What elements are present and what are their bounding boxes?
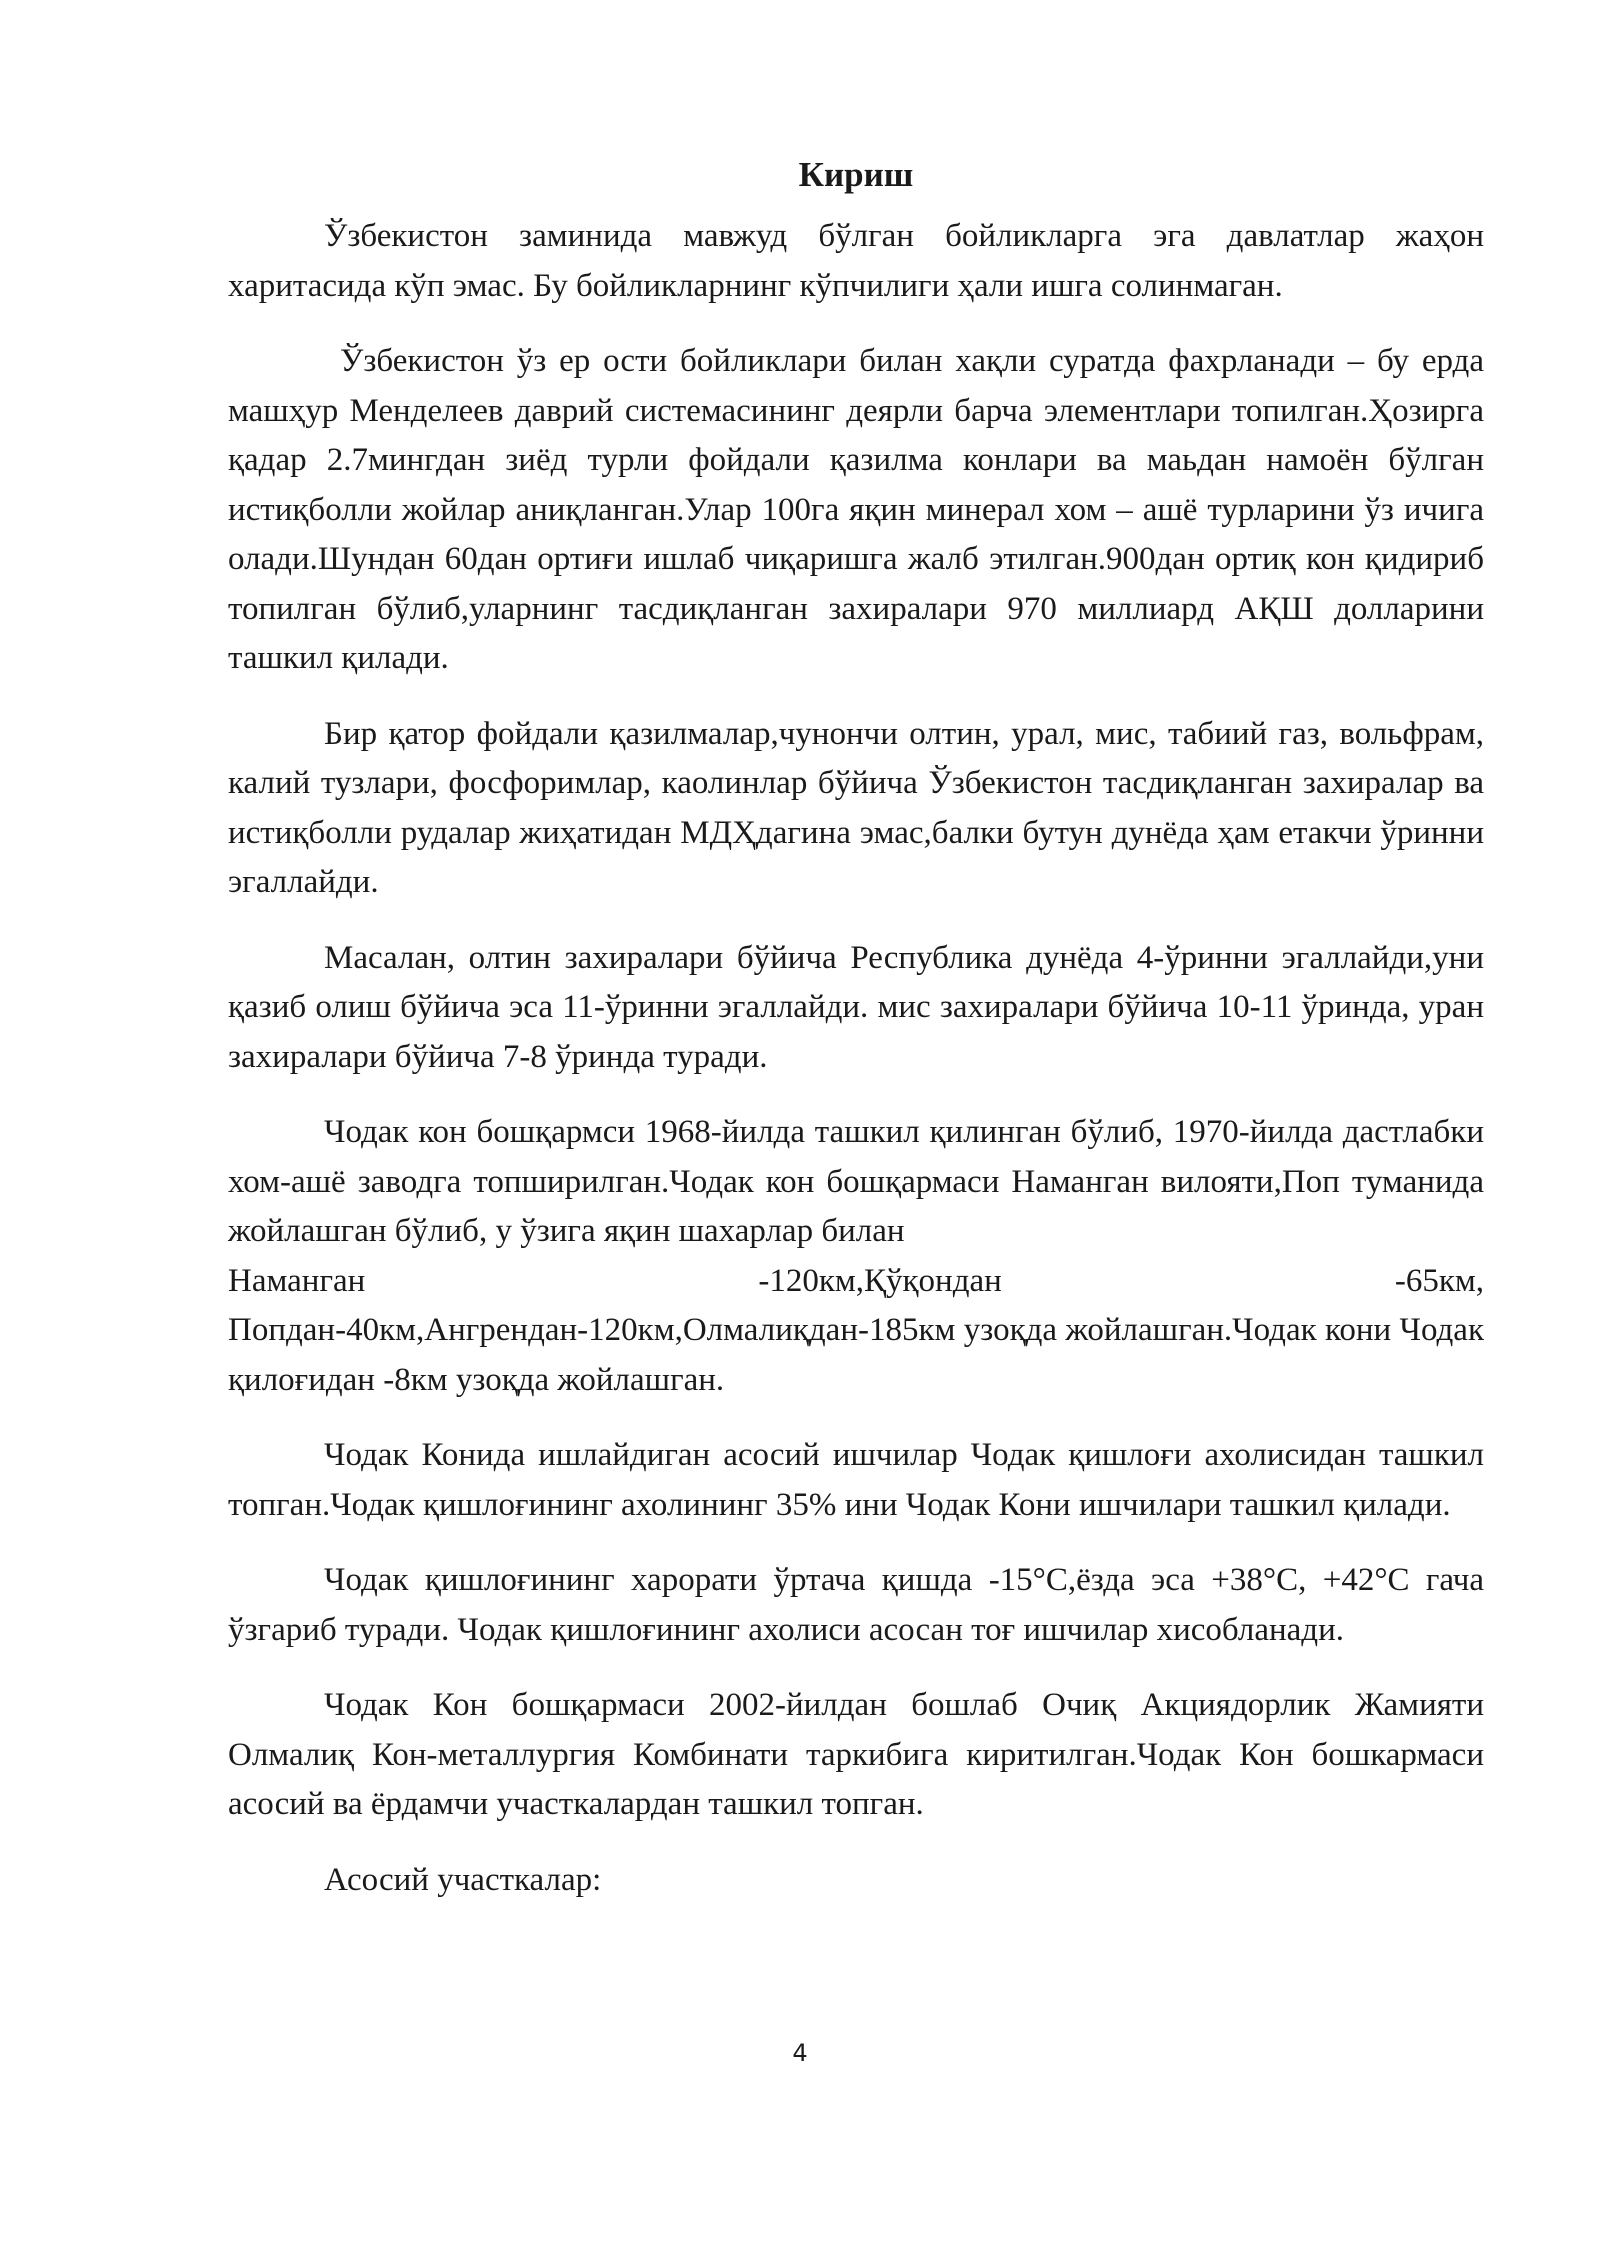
paragraph-5-part-2: Попдан-40км,Ангрендан-120км,Олмалиқдан-185км узоқда жойлашган.Чодак кони Чодак қилоғидан -8км узоқда жойлашган.	[228, 1312, 1484, 1398]
paragraph-4: Масалан, олтин захиралари бўйича Республика дунёда 4-ўринни эгаллайди,уни қазиб олиш бўйича эса 11-ўринни эгаллайди. мис захиралари бўйича 10-11 ўринда, уран захиралари бўйича 7-8 ўринда туради.	[228, 939, 1484, 1075]
paragraph-3: Бир қатор фойдали қазилмалар,чунончи олтин, урал, мис, табиий газ, вольфрам, калий тузлари, фосфоримлар, каолинлар бўйича Ўзбекистон тасдиқланган захиралар ва истиқболли рудалар жиҳатидан МДҲдагина эмас,балки бутун дунёда ҳам етакчи ўринни эгаллайди.	[228, 715, 1484, 900]
paragraph-9: Асосий участкалар:	[324, 1861, 602, 1898]
document-page	[228, 150, 1484, 1931]
paragraph-5	[228, 1108, 1484, 1405]
paragraph-2: Ўзбекистон ўз ер ости бойликлари билан хақли суратда фахрланади – бу ерда машҳур Менделеев даврий системасининг деярли барча элементлари топилган.Ҳозирга қадар 2.7мингдан зиёд турли фойдали қазилма конлари ва маьдан намоён бўлган истиқболли жойлар аниқланган.Улар 100га яқин минерал хом – ашё турларини ўз ичига олади.Шундан 60дан ортиғи ишлаб чиқаришга жалб этилган.900дан ортиқ кон қидириб топилган бўлиб,уларнинг тасдиқланган захиралари 970 миллиард АҚШ долларини ташкил қилади.	[228, 343, 1484, 676]
paragraph-1: Ўзбекистон заминида мавжуд бўлган бойликларга эга давлатлар жаҳон харитасида кўп эмас. Бу бойликларнинг кўпчилиги ҳали ишга солинмаган.	[228, 218, 1484, 304]
paragraph-8: Чодак Кон бошқармаси 2002-йилдан бошлаб Очиқ Акциядорлик Жамияти Олмалиқ Кон-металлургия Комбинати таркибига киритилган.Чодак Кон бошкармаси асосий ва ёрдамчи участкалардан ташкил топган.	[228, 1687, 1484, 1822]
paragraph-5-part-1: Чодак кон бошқармси 1968-йилда ташкил қилинган бўлиб, 1970-йилда дастлабки хом-ашё заводга топширилган.Чодак кон бошқармаси Наманган вилояти,Поп туманида жойлашган бўлиб, у ўзига яқин шахарлар билан	[228, 1114, 1484, 1249]
page-title: Кириш	[798, 155, 914, 194]
paragraph-5-distances-line: Наманган -120км,Қўқондан -65км,	[228, 1262, 1484, 1299]
paragraph-6: Чодак Конида ишлайдиган асосий ишчилар Чодак қишлоғи ахолисидан ташкил топган.Чодак қишлоғининг ахолининг 35% ини Чодак Кони ишчилари ташкил қилади.	[228, 1437, 1484, 1523]
page-number: 4	[792, 2039, 808, 2067]
paragraph-7: Чодак қишлоғининг харорати ўртача қишда -15°С,ёзда эса +38°С, +42°С гача ўзгариб туради. Чодак қишлоғининг ахолиси асосан тоғ ишчилар хисобланади.	[228, 1562, 1484, 1648]
